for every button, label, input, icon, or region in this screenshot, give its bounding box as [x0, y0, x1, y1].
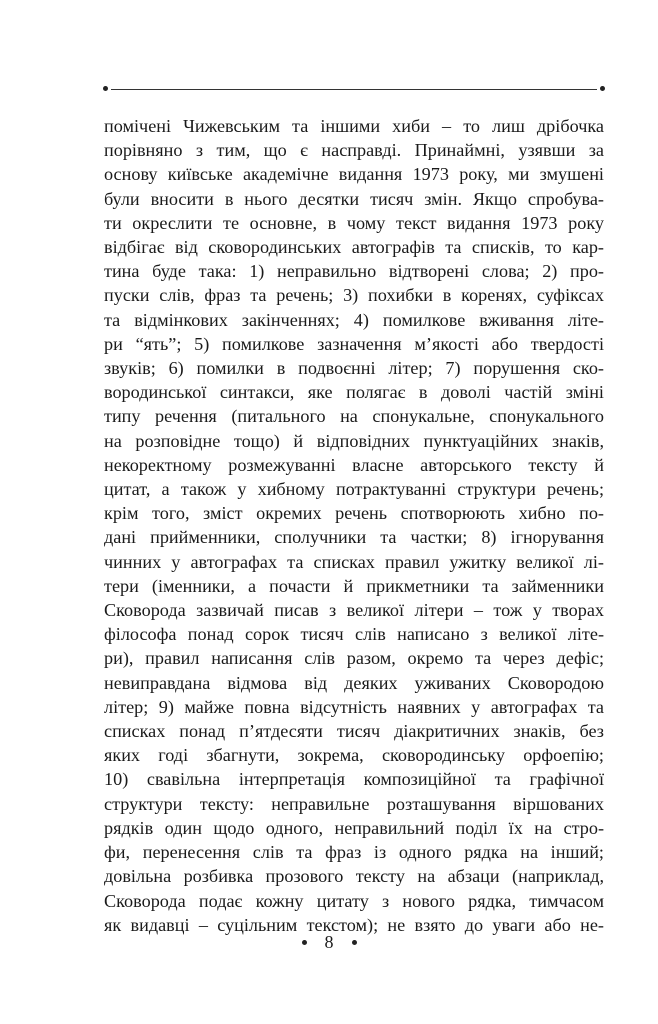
text-line: ри “ять”; 5) помилкове зазначення м’якості або твердості — [104, 333, 604, 354]
text-line: літер; 9) майже повна відсутність наявних у автографах та — [104, 696, 604, 717]
page-number: 8 — [324, 931, 334, 952]
text-line: крім того, зміст окремих речень спотворюють хибно по- — [104, 503, 604, 524]
header-rule — [103, 85, 605, 93]
text-line: некоректному розмежуванні власне авторського тексту й — [104, 454, 604, 475]
text-line: Сковорода подає кожну цитату з нового рядка, тимчасом — [104, 890, 604, 911]
page-footer — [0, 930, 658, 954]
footer-bullet-right-icon — [352, 940, 357, 945]
text-line: тери (іменники, а почасти й прикметники та займенники — [104, 575, 604, 596]
header-dot-left-icon — [103, 86, 108, 91]
header-line — [111, 89, 597, 90]
text-line: та відмінкових закінченнях; 4) помилкове вживання літе- — [104, 309, 604, 330]
header-dot-right-icon — [600, 86, 605, 91]
text-line: типу речення (питального на спонукальне, спонукального — [104, 406, 604, 427]
text-line: філософа понад сорок тисяч слів написано з великої літе- — [104, 624, 604, 645]
text-line: 10) свавільна інтерпретація композиційної та графічної — [104, 769, 604, 790]
text-line: порівняно з тим, що є насправді. Принаймні, узявши за — [104, 140, 604, 161]
text-line: основу київське академічне видання 1973 року, ми змушені — [104, 164, 604, 185]
text-line: довільна розбивка прозового тексту на абзаци (наприклад, — [104, 866, 604, 887]
text-line: структури тексту: неправильне розташування віршованих — [104, 793, 604, 814]
text-line: відбігає від сковородинських автографів та списків, то кар- — [104, 237, 604, 258]
footer-bullet-left-icon — [302, 940, 307, 945]
text-line: пуски слів, фраз та речень; 3) похибки в коренях, суфіксах — [104, 285, 604, 306]
text-line: невиправдана відмова від деяких уживаних Сковородою — [104, 672, 604, 693]
text-line: чинних у автографах та списках правил ужитку великої лі- — [104, 551, 604, 572]
text-line: рядків один щодо одного, неправильний поділ їх на стро- — [104, 817, 604, 838]
text-line: помічені Чижевським та іншими хиби – то лиш дрібочка — [104, 116, 604, 136]
text-line: звуків; 6) помилки в подвоєнні літер; 7) порушення ско- — [104, 358, 604, 379]
text-line: дані прийменники, сполучники та частки; 8) ігнорування — [104, 527, 604, 548]
text-line: цитат, а також у хибному потрактуванні структури речень; — [104, 479, 604, 500]
text-line: фи, перенесення слів та фраз із одного рядка на інший; — [104, 842, 604, 863]
text-line: списках понад п’ятдесяти тисяч діакритичних знаків, без — [104, 721, 604, 742]
text-line: на розповідне тощо) й відповідних пунктуаційних знаків, — [104, 430, 604, 451]
text-line: були вносити в нього десятки тисяч змін. Якщо спробува- — [104, 188, 604, 209]
text-line: Сковорода зазвичай писав з великої літери – тож у творах — [104, 600, 604, 621]
text-line: яких годі збагнути, зокрема, сковородинську орфоепію; — [104, 745, 604, 766]
body-text — [104, 114, 604, 937]
text-line: вородинської синтакси, яке полягає в доволі частій зміні — [104, 382, 604, 403]
text-line: ри), правил написання слів разом, окремо та через дефіс; — [104, 648, 604, 669]
text-line: як видавці – суцільним текстом); не взято до уваги або не- — [104, 914, 604, 935]
text-line: тина буде така: 1) неправильно відтворені слова; 2) про- — [104, 261, 604, 282]
text-line: ти окреслити те основне, в чому текст видання 1973 року — [104, 212, 604, 233]
